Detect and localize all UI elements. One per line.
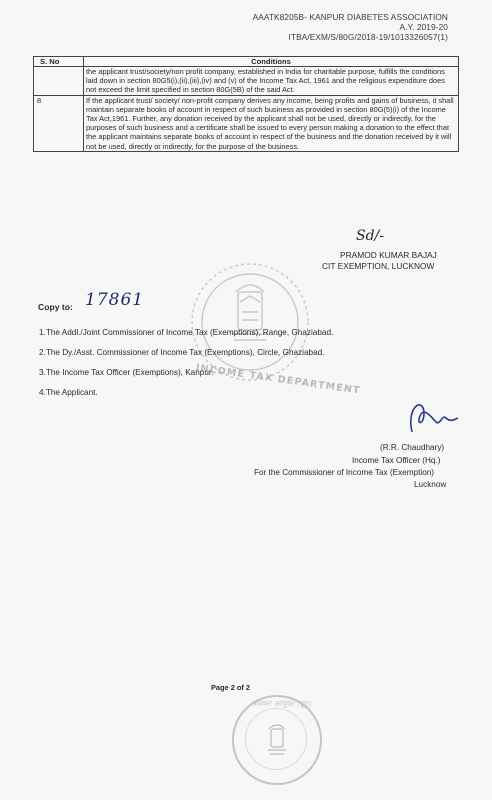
signatory1-designation: CIT EXEMPTION, LUCKNOW (322, 261, 435, 271)
stamp-text: आयकर आयुक्त (छूट) (251, 699, 312, 708)
header-line-1: AAATK8205B- KANPUR DIABETES ASSOCIATION (252, 12, 448, 22)
handwritten-signature-icon (402, 396, 462, 438)
signatory2-city: Lucknow (414, 480, 447, 489)
signatory2-name: (R.R. Chaudhary) (380, 443, 445, 452)
copy-to-item-3: 3.The Income Tax Officer (Exemptions), Kanpur. (39, 368, 214, 377)
signatory2-designation: Income Tax Officer (Hq.) (352, 456, 441, 465)
header-line-3: ITBA/EXM/S/80G/2018-19/1013326057(1) (288, 32, 448, 42)
table-row (34, 95, 459, 151)
official-stamp (232, 695, 322, 785)
row-condition-text: If the applicant trust/ society/ non-profit company derives any income, being profits and gains of business, it shall maintain separate books of account in respect of such business as provided in section 80G(5)(i) of the Income Tax Act,1961. Further, any donation received by the applicant shall not be used, directly or indirectly, for the purposes of such business and a certificate shall be issued to every person making a donation to the effect that the applicant maintains separate books of account in respect of the business and the donation received by it will not be used, directly or indirectly, for the purpose of the business. (84, 95, 459, 151)
row-condition-text: the applicant trust/society/non profit company, established in India for charitable purpose, fulfills the conditions laid down in section 80G5(i),(ii),(iii),(iv) and (v) of the Income Tax Act, 1961 and the religious expenditure does not exceed the limit specified in section 80G(5B) of the said Act. (84, 67, 459, 96)
col-header-sno: S. No (34, 57, 84, 67)
header-line-2: A.Y. 2019-20 (399, 22, 448, 32)
signatory2-for-line: For the Commissioner of Income Tax (Exemption) (254, 468, 435, 477)
copy-to-label: Copy to: (38, 302, 73, 312)
watermark-text: INCOME TAX DEPARTMENT (195, 362, 362, 397)
signatory1-name: PRAMOD KUMAR BAJAJ (340, 250, 437, 260)
copy-to-item-1: 1.The Addl./Joint Commissioner of Income Tax (Exemptions), Range, Ghaziabad. (39, 328, 334, 337)
stamp-emblem-icon (263, 723, 291, 757)
signature-sd: Sd/- (356, 228, 384, 244)
copy-to-item-4: 4.The Applicant. (39, 388, 98, 397)
table-header-row (34, 57, 459, 67)
row-sno: 8 (34, 95, 84, 151)
table-row (34, 67, 459, 96)
col-header-conditions: Conditions (84, 57, 459, 67)
row-sno (34, 67, 84, 96)
handwritten-number: 17861 (85, 290, 145, 310)
page-number: Page 2 of 2 (211, 683, 251, 692)
header-block (253, 12, 448, 42)
conditions-table (33, 56, 459, 152)
copy-to-item-2: 2.The Dy./Asst. Commissioner of Income Tax (Exemptions), Circle, Ghaziabad. (39, 348, 325, 357)
